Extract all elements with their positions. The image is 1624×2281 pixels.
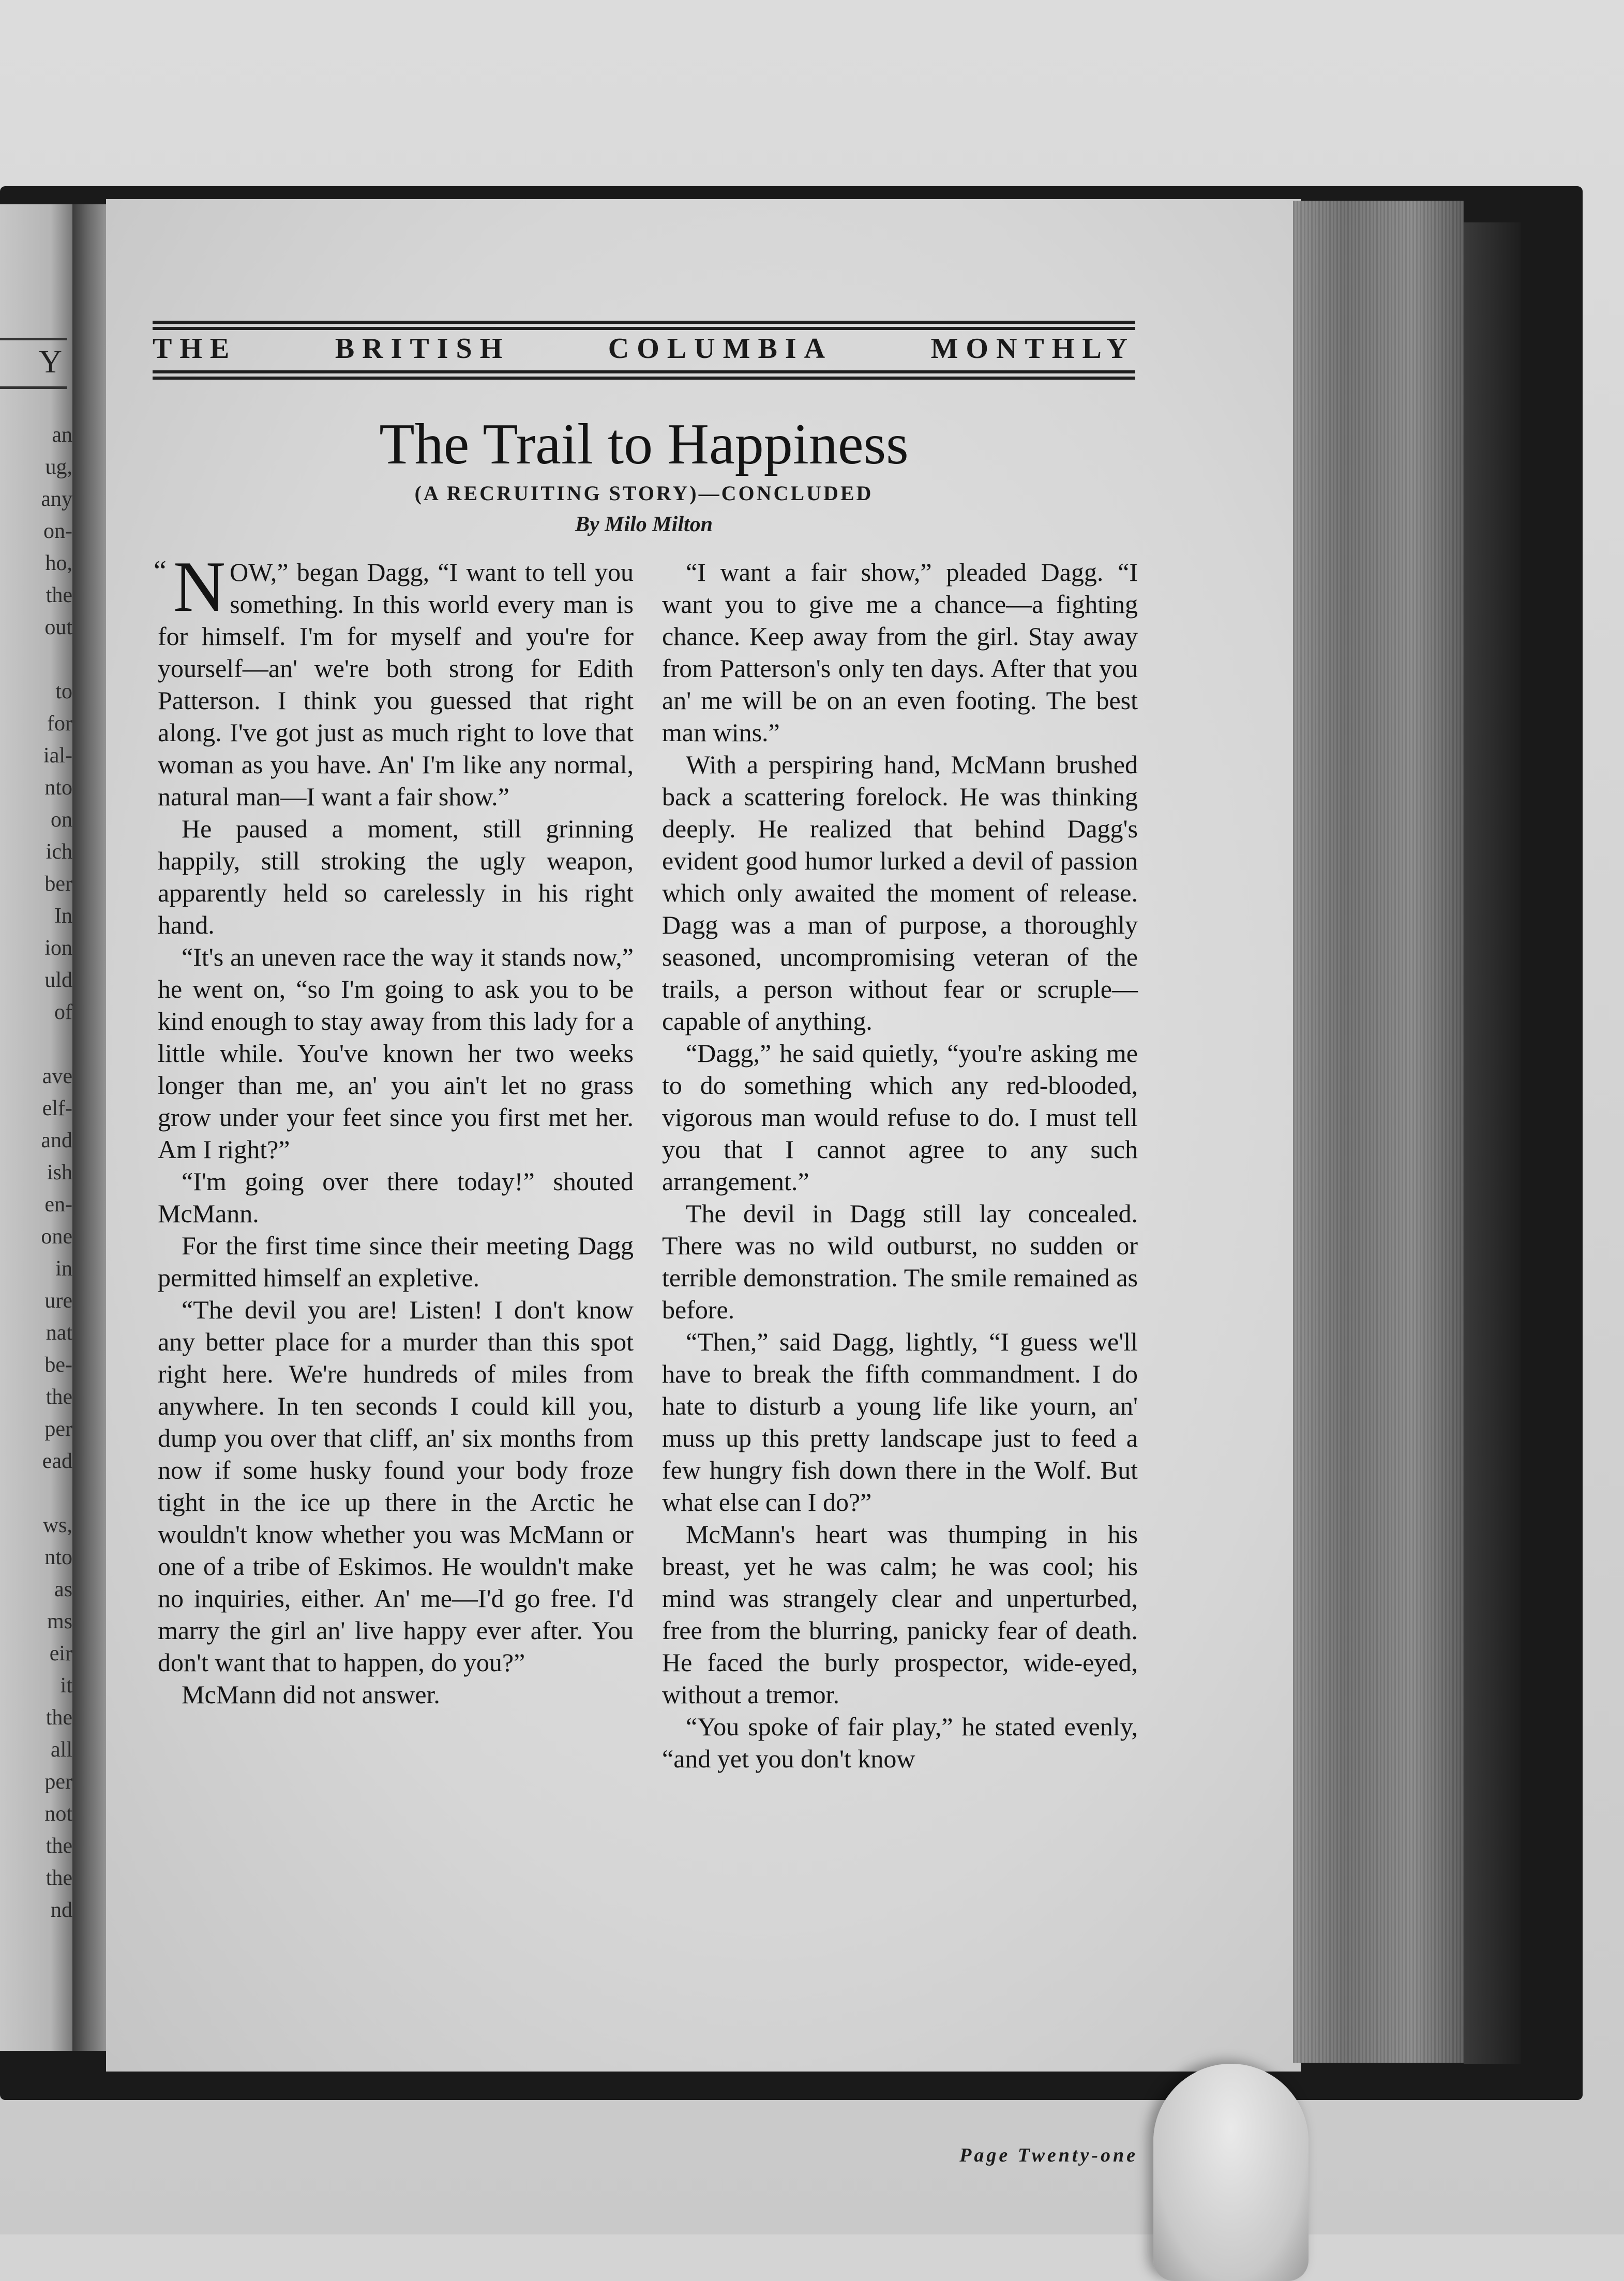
left-page-fragment: nto bbox=[44, 1545, 72, 1569]
left-page-fragment: ish bbox=[47, 1161, 72, 1184]
right-column bbox=[662, 556, 1138, 1775]
left-page-fragment: In bbox=[54, 904, 72, 928]
left-page-fragment: ich bbox=[46, 840, 72, 864]
left-page-fragment: uld bbox=[44, 968, 72, 992]
left-page-fragment: per bbox=[44, 1417, 72, 1441]
left-page-fragment: the bbox=[46, 1866, 72, 1890]
masthead-rule-bottom-inner bbox=[153, 370, 1135, 373]
paragraph: The devil in Dagg still lay concealed. There was no wild outburst, no sudden or terrible demonstration. The smile remained as before. bbox=[662, 1199, 1138, 1324]
paragraph: “You spoke of fair play,” he stated evenly, “and yet you don't know bbox=[662, 1712, 1138, 1773]
left-page-fragment: on- bbox=[43, 519, 72, 543]
left-page-fragment: any bbox=[41, 487, 72, 511]
left-page-fragment: ber bbox=[44, 872, 72, 896]
left-page-fragment: in bbox=[55, 1257, 72, 1281]
masthead-word: MONTHLY bbox=[930, 333, 1135, 365]
left-page-fragment: ion bbox=[44, 936, 72, 960]
left-page-fragment: ug, bbox=[45, 455, 72, 479]
paragraph: “I want a fair show,” pleaded Dagg. “I want you to give me a chance—a fighting chance. Keep away from the girl. Stay away from Patterson's only ten days. After that you an' me will be on an even footing. The best man wins.” bbox=[662, 558, 1138, 747]
left-page-fragment: per bbox=[44, 1770, 72, 1794]
left-page-fragment: one bbox=[41, 1225, 72, 1249]
left-header-fragment: Y bbox=[39, 344, 65, 380]
holding-thumb bbox=[1153, 2064, 1309, 2281]
left-column bbox=[154, 547, 634, 1710]
masthead-word: THE bbox=[153, 333, 237, 365]
left-page-fragment: of bbox=[54, 1000, 72, 1024]
left-page-fragment: nd bbox=[51, 1898, 72, 1922]
masthead-rule-top-inner bbox=[153, 327, 1135, 330]
book-gutter bbox=[72, 204, 109, 2051]
paragraph: McMann's heart was thumping in his breast, yet he was calm; he was cool; his mind was strangely clear and unperturbed, free from the blurring, panicky fear of death. He faced the burly prospector, wide-eyed, without a tremor. bbox=[662, 1520, 1138, 1709]
paragraph: “Then,” said Dagg, lightly, “I guess we'll have to break the fifth commandment. I do hate to disturb a young life like yourn, an' muss up this pretty landscape just to feed a few hungry fish down there in the Wolf. But what else can I do?” bbox=[662, 1327, 1138, 1517]
article-title: The Trail to Happiness bbox=[379, 412, 909, 476]
page-number: Page Twenty-one bbox=[959, 2144, 1138, 2166]
left-page-fragment: on bbox=[51, 808, 72, 832]
left-page-text-fragments bbox=[5, 419, 72, 1926]
left-page-fragment: nat bbox=[46, 1321, 72, 1345]
left-page-fragment: nto bbox=[44, 776, 72, 800]
left-page-fragment: out bbox=[44, 616, 72, 639]
masthead bbox=[153, 321, 1135, 380]
left-header-rule-top bbox=[0, 338, 67, 340]
left-page-fragment: all bbox=[51, 1738, 72, 1762]
left-page-fragment: as bbox=[54, 1578, 72, 1601]
left-page-fragment: ead bbox=[42, 1449, 72, 1473]
paragraph: “I'm going over there today!” shouted McMann. bbox=[158, 1167, 634, 1228]
paragraph: He paused a moment, still grinning happily, still stroking the ugly weapon, apparently held so carelessly in his right hand. bbox=[158, 814, 634, 939]
opening-paragraph-text: OW,” began Dagg, “I want to tell you something. In this world every man is for himself. I'm for myself and you're for yourself—an' we're both strong for Edith Patterson. I think you guessed that right along. I've got just as much right to love that woman as you have. An' I'm like any normal, natural man—I want a fair show.” bbox=[158, 558, 634, 811]
paragraph: With a perspiring hand, McMann brushed back a scattering forelock. He was thinking deeply. He realized that behind Dagg's evident good humor lurked a devil of passion which only awaited the moment of release. Dagg was a man of purpose, a thoroughly seasoned, uncompromising veteran of the trails, a person without fear or scruple—capable of anything. bbox=[662, 750, 1138, 1036]
left-page-fragment: ial- bbox=[43, 744, 72, 768]
left-page-fragment: an bbox=[52, 423, 72, 447]
left-page-fragment: the bbox=[46, 1834, 72, 1858]
right-page bbox=[106, 199, 1301, 2166]
article-subtitle: (A RECRUITING STORY)—CONCLUDED bbox=[414, 482, 874, 505]
left-page-fragment: to bbox=[55, 680, 72, 703]
masthead-title bbox=[153, 332, 1135, 365]
masthead-word: COLUMBIA bbox=[608, 333, 833, 365]
left-page-fragment: ave bbox=[42, 1064, 72, 1088]
page-block-edges bbox=[1293, 201, 1464, 2063]
back-cover-edge bbox=[1464, 222, 1521, 2064]
opening-paragraph bbox=[154, 547, 634, 813]
paragraph: McMann did not answer. bbox=[182, 1680, 440, 1709]
opening-quote: “ bbox=[154, 555, 167, 587]
left-page-fragment: en- bbox=[44, 1193, 72, 1217]
left-page-fragment: the bbox=[46, 1706, 72, 1730]
left-page-fragment: ho, bbox=[45, 551, 72, 575]
paragraph: “The devil you are! Listen! I don't know any better place for a murder than this spot right here. We're hundreds of miles from anywhere. In ten seconds I could kill you, dump you over that cliff, an' six months from now if some husky found your body froze tight in the ice up there in the Arctic he wouldn't know whether you was McMann or one of a tribe of Eskimos. He wouldn't make no inquiries, either. An' me—I'd go free. I'd marry the girl an' live happy ever after. You don't want that to happen, do you?” bbox=[158, 1295, 634, 1677]
left-page-fragment: eir bbox=[49, 1642, 72, 1665]
left-page-fragment: ws, bbox=[42, 1513, 72, 1537]
left-page-fragment: the bbox=[46, 583, 72, 607]
paragraph: “Dagg,” he said quietly, “you're asking me to do something which any red-blooded, vigorous man would refuse to do. I must tell you that I cannot agree to any such arrangement.” bbox=[662, 1039, 1138, 1196]
left-page-fragment: and bbox=[41, 1129, 72, 1152]
paragraph: “It's an uneven race the way it stands now,” he went on, “so I'm going to ask you to be kind enough to stay away from this lady for a little while. You've known her two weeks longer than me, an' you ain't let no grass grow under your feet since you first met her. Am I right?” bbox=[158, 942, 634, 1164]
left-page bbox=[0, 204, 72, 2051]
left-page-fragment: for bbox=[47, 712, 72, 736]
left-page-fragment: the bbox=[46, 1385, 72, 1409]
left-page-fragment: ure bbox=[44, 1289, 72, 1313]
left-page-fragment: be- bbox=[44, 1353, 72, 1377]
masthead-word: BRITISH bbox=[335, 333, 510, 365]
left-page-fragment: not bbox=[44, 1802, 72, 1826]
left-page-fragment: it bbox=[60, 1674, 72, 1698]
left-page-fragment bbox=[5, 1028, 72, 1060]
left-header-rule-bottom bbox=[0, 386, 67, 389]
article-byline: By Milo Milton bbox=[575, 513, 713, 536]
drop-cap: N bbox=[173, 547, 226, 627]
paragraph: For the first time since their meeting Dagg permitted himself an expletive. bbox=[158, 1231, 634, 1292]
left-page-fragment bbox=[5, 1477, 72, 1509]
left-page-fragment: elf- bbox=[42, 1097, 72, 1120]
masthead-rule-top bbox=[153, 321, 1135, 324]
masthead-rule-bottom bbox=[153, 377, 1135, 380]
left-page-fragment bbox=[5, 643, 72, 676]
left-page-fragment: ms bbox=[47, 1610, 72, 1633]
